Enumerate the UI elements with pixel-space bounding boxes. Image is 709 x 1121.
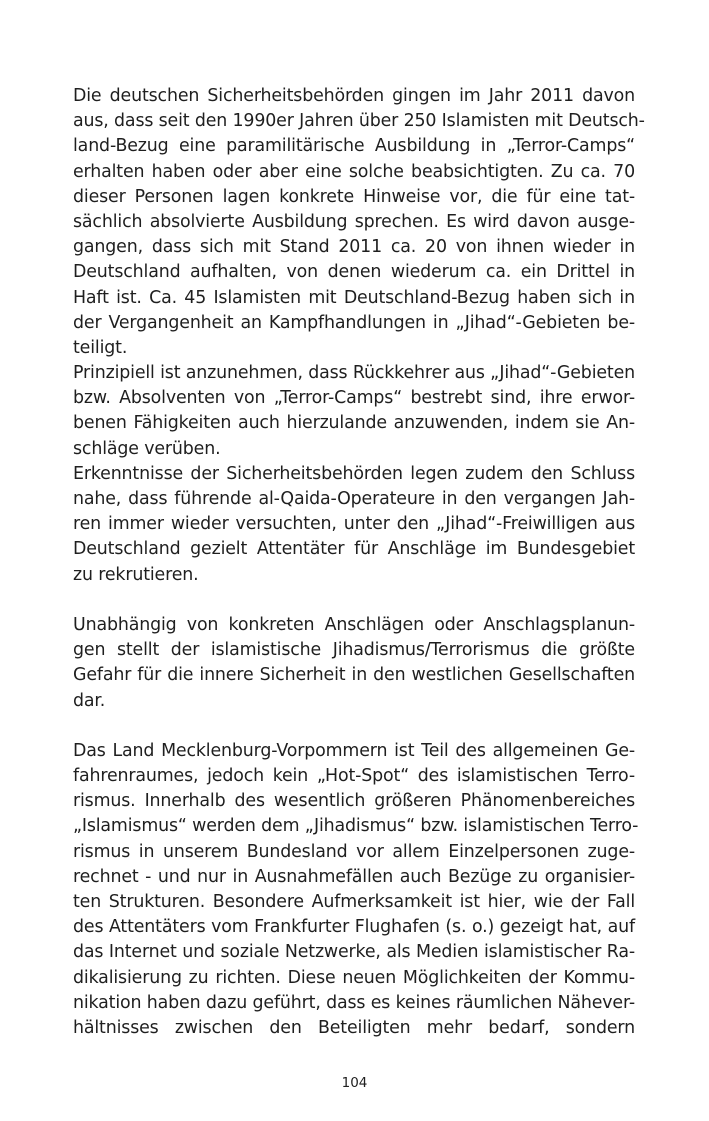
- paragraph: [73, 613, 635, 714]
- text-line: Deutschland gezielt Attentäter für Anschläge im Bundesgebiet: [73, 539, 635, 560]
- text-line: Prinzipiell ist anzunehmen, dass Rückkehrer aus „Jihad“-Gebieten: [73, 363, 636, 384]
- text-line: land-Bezug eine paramilitärische Ausbildung in „Terror-Camps“: [73, 136, 635, 157]
- text-line: Erkenntnisse der Sicherheitsbehörden legen zudem den Schluss: [73, 463, 635, 484]
- page-number: 104: [341, 1075, 368, 1091]
- text-line: Die deutschen Sicherheitsbehörden gingen im Jahr 2011 davon: [73, 86, 635, 106]
- text-line: des Attentäters vom Frankfurter Flughafen (s. o.) gezeigt hat, auf: [73, 917, 635, 938]
- paragraph: [73, 84, 645, 361]
- text-line: bzw. Absolventen von „Terror-Camps“ bestrebt sind, ihre erwor-: [73, 388, 635, 409]
- text-line: dikalisierung zu richten. Diese neuen Möglichkeiten der Kommu-: [73, 967, 635, 988]
- text-line: „Islamismus“ werden dem „Jihadismus“ bzw. islamistischen Terro-: [73, 816, 639, 837]
- text-line: hältnisses zwischen den Beteiligten mehr bedarf, sondern: [73, 1017, 635, 1038]
- text-line: benen Fähigkeiten auch hierzulande anzuwenden, indem sie An-: [73, 413, 635, 434]
- paragraph: [73, 361, 635, 462]
- text-line: schläge verüben.: [73, 438, 221, 459]
- text-line: erhalten haben oder aber eine solche beabsichtigten. Zu ca. 70: [73, 161, 635, 182]
- text-line: Unabhängig von konkreten Anschlägen oder Anschlagsplanun-: [73, 614, 635, 635]
- text-line: Haft ist. Ca. 45 Islamisten mit Deutschland-Bezug haben sich in: [73, 287, 635, 308]
- text-line: der Vergangenheit an Kampfhandlungen in „Jihad“-Gebieten be-: [73, 312, 635, 333]
- text-line: Deutschland aufhalten, von denen wiederum ca. ein Drittel in: [73, 262, 635, 283]
- text-line: fahrenraumes, jedoch kein „Hot-Spot“ des islamistischen Terro-: [73, 766, 635, 787]
- text-line: dieser Personen lagen konkrete Hinweise vor, die für eine tat-: [73, 186, 635, 207]
- text-line: dar.: [73, 690, 106, 711]
- text-line: zu rekrutieren.: [73, 564, 199, 585]
- text-line: rechnet - und nur in Ausnahmefällen auch Bezüge zu organisier-: [73, 866, 635, 887]
- text-line: nikation haben dazu geführt, dass es keines räumlichen Nähever-: [73, 992, 635, 1013]
- text-line: nahe, dass führende al-Qaida-Operateure in den vergangen Jah-: [73, 489, 635, 509]
- page-body: [73, 84, 645, 1041]
- text-line: ren immer wieder versuchten, unter den „Jihad“-Freiwilligen aus: [73, 514, 635, 535]
- text-line: Das Land Mecklenburg-Vorpommern ist Teil des allgemeinen Ge-: [73, 740, 635, 761]
- text-line: Gefahr für die innere Sicherheit in den westlichen Gesellschaften: [73, 665, 635, 686]
- paragraph-gap: [73, 714, 635, 739]
- paragraph-gap: [73, 588, 635, 613]
- text-line: das Internet und soziale Netzwerke, als Medien islamistischer Ra-: [73, 942, 635, 963]
- text-line: gangen, dass sich mit Stand 2011 ca. 20 von ihnen wieder in: [73, 237, 635, 258]
- text-line: teiligt.: [73, 337, 128, 358]
- text-line: gen stellt der islamistische Jihadismus/Terrorismus die größte: [73, 640, 635, 661]
- text-line: ten Strukturen. Besondere Aufmerksamkeit ist hier, wie der Fall: [73, 892, 635, 912]
- paragraph: [73, 462, 635, 588]
- text-line: aus, dass seit den 1990er Jahren über 250 Islamisten mit Deutsch-: [73, 111, 645, 132]
- text-line: rismus in unserem Bundesland vor allem Einzelpersonen zuge-: [73, 841, 635, 862]
- text-line: sächlich absolvierte Ausbildung sprechen. Es wird davon ausge-: [73, 211, 635, 232]
- text-line: rismus. Innerhalb des wesentlich größeren Phänomenbereiches: [73, 791, 635, 812]
- paragraph: [73, 739, 639, 1041]
